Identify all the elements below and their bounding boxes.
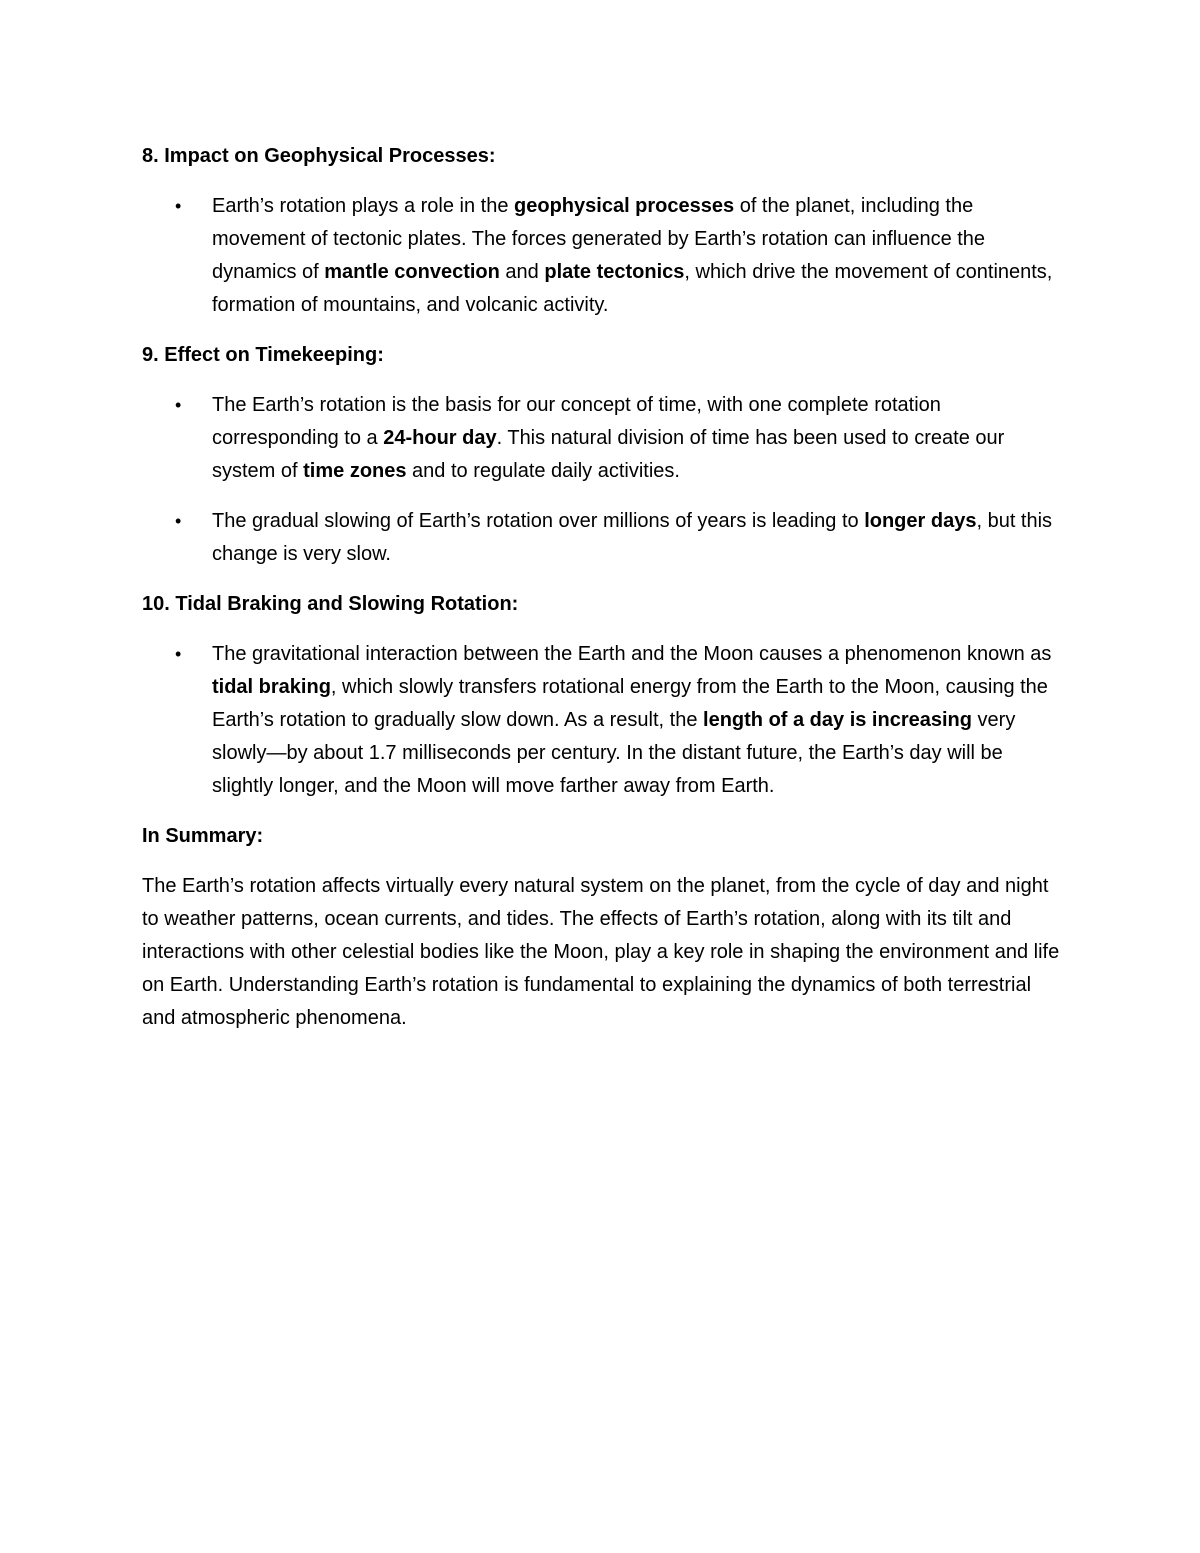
paragraph xyxy=(212,190,1062,322)
list-item xyxy=(142,389,1062,488)
text-run: of the planet, including the movement of tectonic plates. The forces generated by Earth’s rotation can influence the dynamics of xyxy=(212,195,986,283)
list-item xyxy=(142,505,1062,571)
text-run: . This natural division of time has been used to create our system of xyxy=(212,427,1005,482)
section-heading: 10. Tidal Braking and Slowing Rotation: xyxy=(142,593,519,615)
list-item xyxy=(142,638,1062,803)
bullet-icon: • xyxy=(175,196,182,216)
text-run: , which drive the movement of continents, formation of mountains, and volcanic activity. xyxy=(212,261,1053,316)
section-timekeeping xyxy=(142,339,1062,571)
text-run: , but this change is very slow. xyxy=(212,510,1053,565)
section-heading: 8. Impact on Geophysical Processes: xyxy=(142,145,496,167)
section-summary xyxy=(142,820,1062,1035)
text-run: and xyxy=(499,261,545,283)
bullet-icon: • xyxy=(175,395,182,415)
document-content xyxy=(142,140,1062,1035)
bullet-icon: • xyxy=(175,644,182,664)
bullet-list xyxy=(142,638,1062,803)
bold-term: time zones xyxy=(303,460,407,482)
text-run: The gravitational interaction between the Earth and the Moon causes a phenomenon known as xyxy=(212,643,1052,665)
text-run: Earth’s rotation plays a role in the xyxy=(212,195,515,217)
text-run: , which slowly transfers rotational energy from the Earth to the Moon, causing the Earth’s rotation to gradually slow down. As a result, the xyxy=(212,676,1048,731)
text-run: and to regulate daily activities. xyxy=(406,460,680,482)
bold-term: tidal braking xyxy=(212,676,331,698)
text-run: very slowly—by about 1.7 milliseconds per century. In the distant future, the Earth’s day will be slightly longer, and the Moon will move farther away from Earth. xyxy=(212,709,1016,797)
bullet-icon: • xyxy=(175,511,182,531)
list-item xyxy=(142,190,1062,322)
paragraph xyxy=(212,638,1062,803)
bullet-list xyxy=(142,389,1062,571)
summary-heading: In Summary: xyxy=(142,825,264,847)
bold-term: geophysical processes xyxy=(514,195,735,217)
text-run: The gradual slowing of Earth’s rotation over millions of years is leading to xyxy=(212,510,865,532)
paragraph xyxy=(212,389,1062,488)
bold-term: 24-hour day xyxy=(383,427,497,449)
bold-term: longer days xyxy=(864,510,977,532)
bold-term: mantle convection xyxy=(324,261,500,283)
bold-term: plate tectonics xyxy=(544,261,685,283)
paragraph xyxy=(212,505,1062,571)
bold-term: length of a day is increasing xyxy=(703,709,972,731)
summary-paragraph: The Earth’s rotation affects virtually every natural system on the planet, from the cycle of day and night to weather patterns, ocean currents, and tides. The effects of Earth’s rotation, along with its tilt and interactions with other celestial bodies like the Moon, play a key role in shaping the environment and life on Earth. Understanding Earth’s rotation is fundamental to explaining the dynamics of both terrestrial and atmospheric phenomena. xyxy=(142,875,1060,1029)
text-run: The Earth’s rotation is the basis for our concept of time, with one complete rotation corresponding to a xyxy=(212,394,941,449)
section-heading: 9. Effect on Timekeeping: xyxy=(142,344,384,366)
section-tidal-braking xyxy=(142,588,1062,803)
bullet-list xyxy=(142,190,1062,322)
section-geophysical xyxy=(142,140,1062,322)
